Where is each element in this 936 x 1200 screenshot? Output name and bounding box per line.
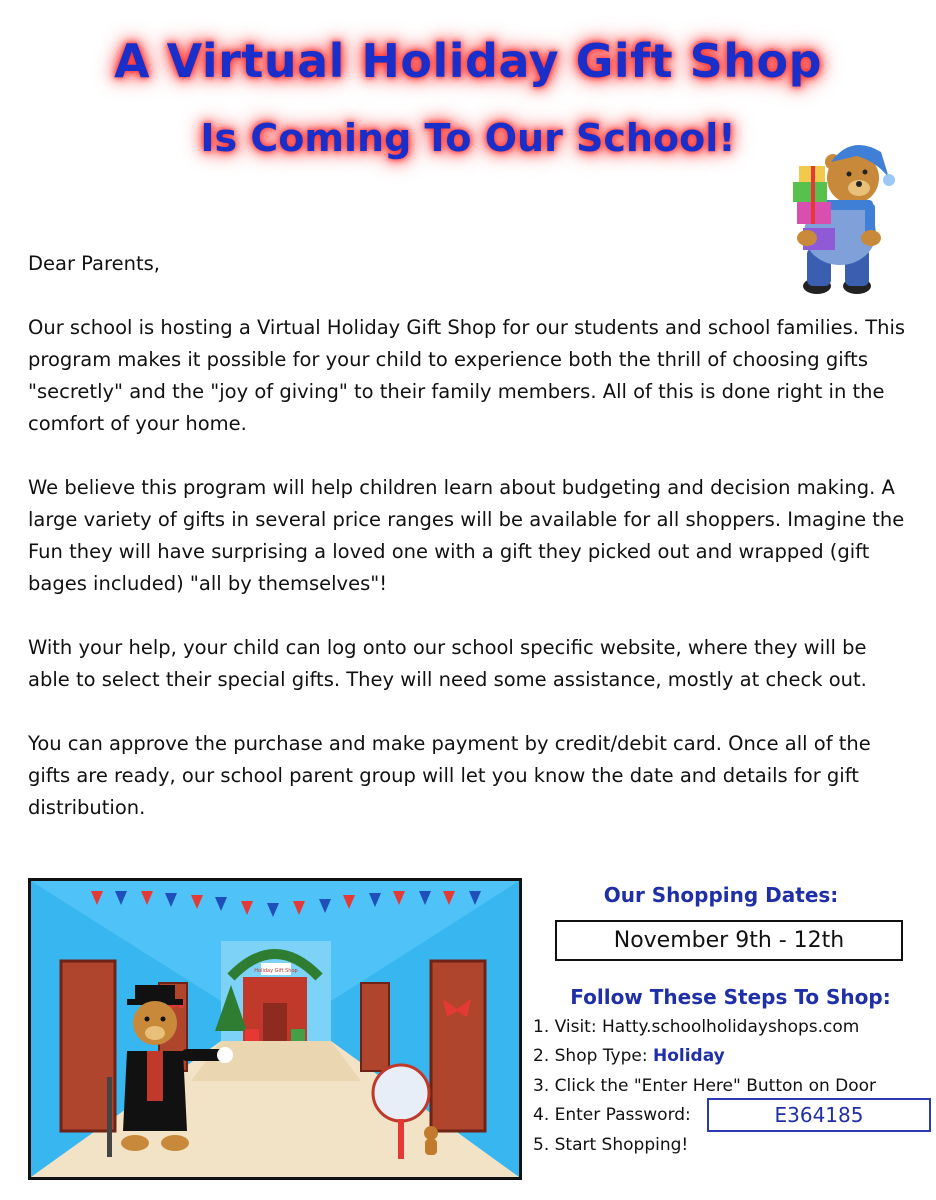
step-start-shopping: 5. Start Shopping!	[533, 1135, 689, 1155]
letter-paragraph-3: With your help, your child can log onto our school specific website, where they will be able to select their special gifts. They will need some assistance, mostly at check out.	[28, 636, 867, 691]
hallway-illustration	[31, 881, 519, 1177]
subheadline: Is Coming To Our School!	[200, 116, 736, 160]
step-shop-type	[533, 1046, 725, 1066]
steps-heading: Follow These Steps To Shop:	[570, 985, 891, 1009]
step-shop-type-label: 2. Shop Type:	[533, 1046, 653, 1066]
virtual-shop-scene	[28, 878, 522, 1180]
password-box: E364185	[707, 1098, 931, 1132]
letter-paragraph-4: You can approve the purchase and make payment by credit/debit card. Once all of the gifts are ready, our school parent group will let you know the date and details for gift distribution.	[28, 732, 871, 819]
parent-letter	[28, 248, 908, 856]
headline: A Virtual Holiday Gift Shop	[113, 34, 823, 88]
letter-paragraph-2: We believe this program will help children learn about budgeting and decision making. A large variety of gifts in several price ranges will be available for all shoppers. Imagine the Fun they will have surprising a loved one with a gift they picked out and wrapped (gift bages included) "all by themselves"!	[28, 476, 905, 595]
letter-paragraph-1: Our school is hosting a Virtual Holiday Gift Shop for our students and school families. This program makes it possible for your child to experience both the thrill of choosing gifts "secretly" and the "joy of giving" to their family members. All of this is done right in the comfort of your home.	[28, 316, 906, 435]
letter-greeting: Dear Parents,	[28, 252, 160, 275]
shopping-dates-box: November 9th - 12th	[555, 920, 903, 961]
step-enter-password: 4. Enter Password:	[533, 1105, 691, 1125]
shop-type-value: Holiday	[652, 1046, 725, 1066]
shop-sign: Holiday Gift Shop	[254, 968, 298, 974]
step-click-enter: 3. Click the "Enter Here" Button on Door	[533, 1076, 877, 1096]
step-visit: 1. Visit: Hatty.schoolholidayshops.com	[533, 1017, 860, 1037]
shopping-dates-heading: Our Shopping Dates:	[603, 883, 839, 907]
